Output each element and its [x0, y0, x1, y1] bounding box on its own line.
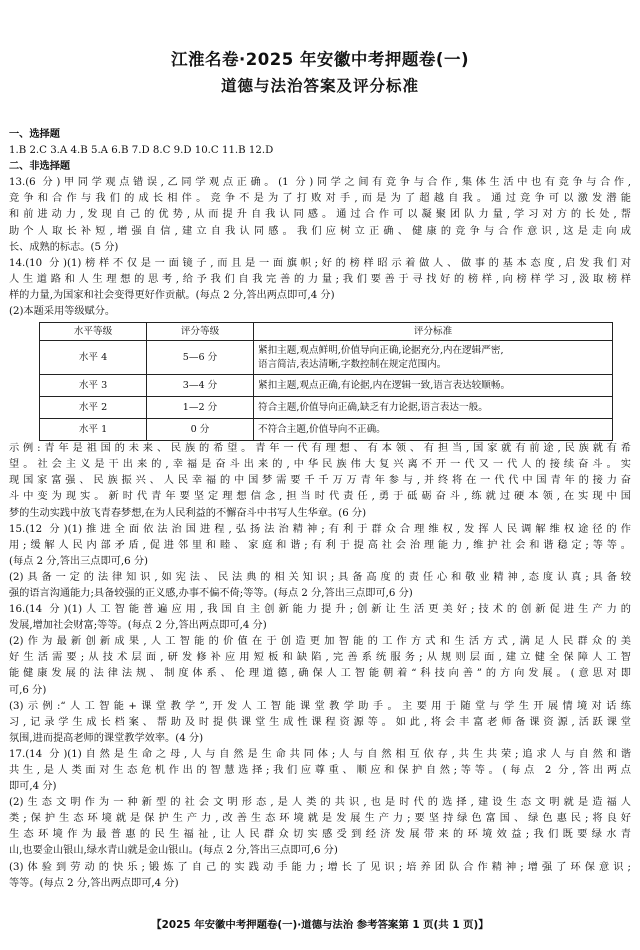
- rubric-criteria-text: 不符合主题,价值导向不正确。: [258, 423, 386, 435]
- rubric-header-cell: 评分标准: [254, 323, 613, 341]
- rubric-criteria-text: 语言简洁,表达清晰,字数控制在规定范围内。: [258, 358, 447, 370]
- q16-line: 好生活需要;从技术层面,研发修补应用短板和缺陷,完善系统服务;从规则层面,建立健全保障人工智: [9, 652, 631, 664]
- q16-line: (3)示例:“人工智能+课堂教学”,开发人工智能课堂教学助手。主要用于随堂与学生开展情境对话练: [9, 700, 631, 712]
- q13-line: 竞争和合作与我们的成长相伴。竞争不是为了打败对手,而是为了超越自我。通过竞争可以激发潜能: [9, 193, 631, 205]
- q14-line: 人生道路和人生理想的思考,给予我们自我完善的力量;我们要善于寻找好的榜样,向榜样学习,汲取榜样: [9, 273, 631, 285]
- page-footer: 【2025 年安徽中考押题卷(一)·道德与法治 参考答案第 1 页(共 1 页)】: [151, 919, 489, 931]
- q17-line: 共生,是人类面对生态危机作出的智慧选择;我们应尊重、顺应和保护自然;等等。(每点 2 分,答出两点: [9, 765, 631, 776]
- rubric-header-cell: 水平等级: [40, 323, 147, 341]
- q16-line: 能健康发展的法律法规、制度体系、伦理道德,确保人工智能朝着“科技向善”的方向发展。(意思对即: [9, 668, 631, 680]
- q17-line: (3)体验到劳动的快乐;锻炼了自己的实践动手能力;增长了见识;培养团队合作精神;增强了环保意识;: [9, 861, 631, 873]
- q17-line: 17.(14 分)(1)自然是生命之母,人与自然是生命共同体;人与自然相互依存,共生共荣;追求人与自然和谐: [9, 748, 631, 760]
- q14-example-line: 望。社会主义是干出来的,幸福是奋斗出来的,中华民族伟大复兴离不开一代又一代人的接续奋斗。实: [9, 459, 631, 471]
- rubric-criteria-cell: [254, 419, 613, 441]
- rubric-criteria-cell: [254, 375, 613, 397]
- rubric-row: [40, 397, 613, 419]
- rubric-criteria-cell: [254, 397, 613, 419]
- rubric-criteria-text: 紧扣主题,观点正确,有论据,内在逻辑一致,语言表达较顺畅。: [258, 379, 511, 391]
- q15-line: (每点 2 分,答出三点即可,6 分): [9, 555, 148, 567]
- q17-line: 即可,4 分): [9, 781, 57, 793]
- q13-line: 和前进动力,发现自己的优势,从而提升自我认同感。通过合作可以凝聚团队力量,学习对方的长处,帮: [9, 209, 631, 221]
- q17-line: 类;保护生态环境就是保护生产力,改善生态环境就是发展生产力;要坚持绿色富国、绿色惠民;将良好: [9, 813, 631, 825]
- rubric-score-cell: 1—2 分: [147, 397, 254, 419]
- section-heading-choice: 一、选择题: [9, 129, 60, 140]
- q16-line: 氛围,进而提高老师的课堂教学效率。(4 分): [9, 732, 204, 744]
- rubric-row: [40, 341, 613, 375]
- rubric-row: [40, 375, 613, 397]
- q15-line: 15.(12 分)(1)推进全面依法治国进程,弘扬法治精神;有利于群众合理维权,发挥人民调解维权途径的作: [9, 523, 631, 535]
- q16-line: 习,记录学生成长档案、帮助及时提供课堂生成性课程资源等。如此,将会丰富老师备课资源,活跃课堂: [9, 716, 631, 728]
- rubric-header-cell: 评分等级: [147, 323, 254, 341]
- rubric-level-cell: 水平 2: [40, 397, 147, 419]
- q14-line: 样的力量,为国家和社会变得更好作贡献。(每点 2 分,答出两点即可,4 分): [9, 289, 335, 301]
- rubric-header-row: [40, 323, 613, 341]
- rubric-table: [39, 322, 613, 441]
- rubric-criteria-cell: [254, 341, 613, 375]
- q13-line: 助个人取长补短,增强自信,建立自我认同感。我们应树立正确、健康的竞争与合作意识,这是走向成: [9, 225, 631, 237]
- q14-line: 14.(10 分)(1)榜样不仅是一面镜子,而且是一面旗帜;好的榜样昭示着做人、做事的基本态度,启发我们对: [9, 257, 631, 269]
- q16-line: 发展,增加社会财富;等等。(每点 2 分,答出两点即可,4 分): [9, 620, 267, 632]
- rubric-score-cell: 3—4 分: [147, 375, 254, 397]
- q17-line: 生态环境作为最普惠的民生福祉,让人民群众切实感受到经济发展带来的环境效益;我们既要绿水青: [9, 829, 631, 841]
- q15-line: 强的语言沟通能力;具备较强的正义感,办事不偏不倚;等等。(每点 2 分,答出三点即可,6 分): [9, 587, 413, 599]
- rubric-criteria-text: 符合主题,价值导向正确,缺乏有力论据,语言表达一般。: [258, 401, 488, 413]
- q16-line: (2)作为最新创新成果,人工智能的价值在于创造更加智能的工作方式和生活方式,满足人民群众的美: [9, 636, 631, 648]
- page-subtitle: 道德与法治答案及评分标准: [220, 77, 419, 95]
- q15-line: (2)具备一定的法律知识,如宪法、民法典的相关知识;具备高度的责任心和敬业精神,态度认真;具备较: [9, 571, 631, 583]
- rubric-level-cell: 水平 4: [40, 341, 147, 375]
- q14-example-line: 斗中变为现实。新时代青年要坚定理想信念,担当时代责任,勇于砥砺奋斗,练就过硬本领,在实现中国: [9, 491, 631, 503]
- q17-line: 山,也要金山银山,绿水青山就是金山银山。(每点 2 分,答出三点即可,6 分): [9, 845, 338, 857]
- q14-example-line: 现国家富强、民族振兴、人民幸福的中国梦需要千千万万青年参与,并终将在一代代中国青年的接力奋: [9, 475, 631, 487]
- rubric-level-cell: 水平 1: [40, 419, 147, 441]
- q14-example-line: 示例:青年是祖国的未来、民族的希望。青年一代有理想、有本领、有担当,国家就有前途,民族就有希: [9, 443, 631, 455]
- rubric-criteria-text: 紧扣主题,观点鲜明,价值导向正确,论据充分,内在逻辑严密,: [258, 344, 504, 356]
- answer-body: [9, 127, 631, 892]
- rubric-score-cell: 0 分: [147, 419, 254, 441]
- q16-line: 16.(14 分)(1)人工智能普遍应用,我国自主创新能力提升;创新让生活更美好;技术的创新促进生产力的: [9, 604, 631, 616]
- q15-line: 用;缓解人民内部矛盾,促进邻里和睦、家庭和谐;有利于提高社会治理能力,维护社会和谐稳定;等等。: [9, 539, 631, 551]
- page-title: 江淮名卷·2025 年安徽中考押题卷(一): [170, 50, 470, 69]
- q16-line: 可,6 分): [9, 684, 47, 696]
- rubric-row: [40, 419, 613, 441]
- q17-line: 等等。(每点 2 分,答出两点即可,4 分): [9, 877, 179, 889]
- q14-line: (2)本题采用等级赋分。: [9, 306, 116, 318]
- q13-line: 13.(6 分)甲同学观点错误,乙同学观点正确。(1 分)同学之间有竞争与合作,集体生活中也有竞争与合作,: [9, 177, 631, 189]
- q13-line: 长、成熟的标志。(5 分): [9, 241, 119, 253]
- q14-example-line: 梦的生动实践中放飞青春梦想,在为人民利益的不懈奋斗中书写人生华章。(6 分): [9, 507, 367, 519]
- q17-line: (2)生态文明作为一种新型的社会文明形态,是人类的共识,也是时代的选择,建设生态文明就是造福人: [9, 797, 631, 809]
- rubric-score-cell: 5—6 分: [147, 341, 254, 375]
- choice-answers: 1.B 2.C 3.A 4.B 5.A 6.B 7.D 8.C 9.D 10.C 11.B 12.D: [9, 145, 274, 157]
- rubric-level-cell: 水平 3: [40, 375, 147, 397]
- section-heading-nonchoice: 二、非选择题: [9, 161, 71, 173]
